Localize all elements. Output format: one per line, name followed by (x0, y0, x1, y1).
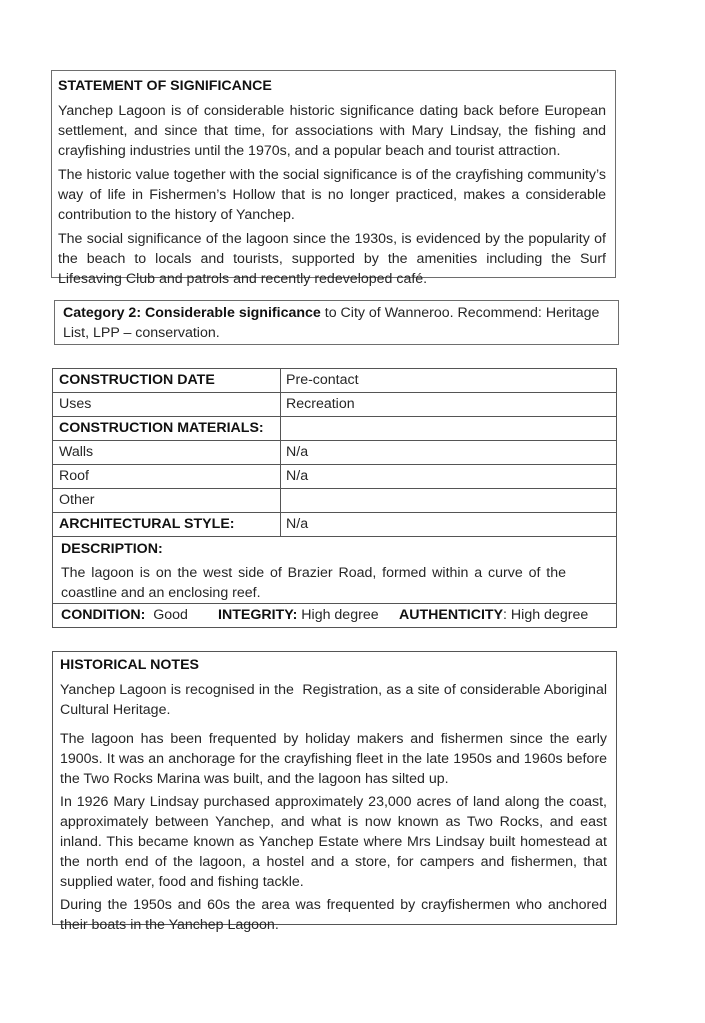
architectural-style-value: N/a (286, 516, 309, 532)
statement-paragraph: The social significance of the lagoon since the 1930s, is evidenced by the popularity of the beach to locals and tourists, supported by the amenities including the Surf Lifesaving Club and patrols and recently redeveloped café. (58, 231, 606, 287)
roof-label: Roof (59, 468, 89, 484)
column-divider (280, 369, 281, 537)
architectural-style-label: ARCHITECTURAL STYLE: (59, 516, 235, 532)
uses-label: Uses (59, 396, 92, 412)
category-level: Category 2: Considerable significance (63, 305, 321, 321)
walls-value: N/a (286, 444, 309, 460)
condition-label: CONDITION: (61, 607, 146, 623)
walls-label: Walls (59, 444, 94, 460)
table-row (53, 369, 616, 393)
category-box (54, 300, 619, 345)
details-table (52, 368, 617, 628)
historical-notes-box (52, 651, 617, 933)
table-row (53, 465, 616, 489)
historical-paragraph: The lagoon has been frequented by holiday makers and fishermen since the early 1900s. It was an anchorage for the crayfishing fleet in the late 1950s and 1960s before the Two Rocks Marina was built, and the lagoon has silted up. (60, 731, 607, 787)
category-recommendation: to City of Wanneroo. Recommend: Heritage List, LPP – conservation. (63, 305, 600, 341)
statement-title: STATEMENT OF SIGNIFICANCE (58, 78, 272, 94)
construction-materials-label: CONSTRUCTION MATERIALS: (59, 420, 264, 436)
integrity-label: INTEGRITY: (218, 607, 298, 623)
historical-notes-title: HISTORICAL NOTES (60, 657, 199, 673)
table-row (53, 417, 616, 441)
authenticity-value: : High degree (503, 607, 589, 623)
authenticity-field (399, 604, 588, 627)
roof-value: N/a (286, 468, 309, 484)
historical-paragraph: During the 1950s and 60s the area was frequented by crayfishermen who anchored their boats in the Yanchep Lagoon. (60, 897, 607, 933)
condition-row (53, 604, 616, 627)
other-label: Other (59, 492, 95, 508)
description-title: DESCRIPTION: (61, 541, 163, 557)
table-row (53, 513, 616, 537)
statement-paragraph: The historic value together with the social significance is of the crayfishing community’s way of life in Fishermen’s Hollow that is no longer practiced, makes a considerable contribution to the history of Yanchep. (58, 167, 606, 223)
statement-of-significance-box (51, 70, 616, 287)
table-row (53, 441, 616, 465)
construction-date-value: Pre-contact (286, 372, 359, 388)
table-row (53, 489, 616, 513)
construction-date-label: CONSTRUCTION DATE (59, 372, 215, 388)
description-section (53, 537, 616, 604)
condition-value: Good (153, 607, 188, 623)
condition-field (61, 604, 218, 627)
historical-paragraph: In 1926 Mary Lindsay purchased approximately 23,000 acres of land along the coast, approximately between Yanchep, and what is now known as Two Rocks, and east inland. This became known as Yanchep Estate where Mrs Lindsay built homestead at the north end of the lagoon, a hostel and a store, for campers and fishermen, that supplied water, food and fishing tackle. (60, 794, 607, 890)
statement-paragraph: Yanchep Lagoon is of considerable historic significance dating back before European settlement, and since that time, for associations with Mary Lindsay, the fishing and crayfishing industries until the 1970s, and a popular beach and tourist attraction. (58, 103, 606, 159)
integrity-value: High degree (301, 607, 379, 623)
table-row (53, 393, 616, 417)
uses-value: Recreation (286, 396, 355, 412)
authenticity-label: AUTHENTICITY (399, 607, 504, 623)
historical-paragraph: Yanchep Lagoon is recognised in the Registration, as a site of considerable Aboriginal Cultural Heritage. (60, 682, 611, 718)
description-text: The lagoon is on the west side of Brazier Road, formed within a curve of the coastline and an enclosing reef. (61, 565, 566, 601)
integrity-field (218, 604, 399, 627)
